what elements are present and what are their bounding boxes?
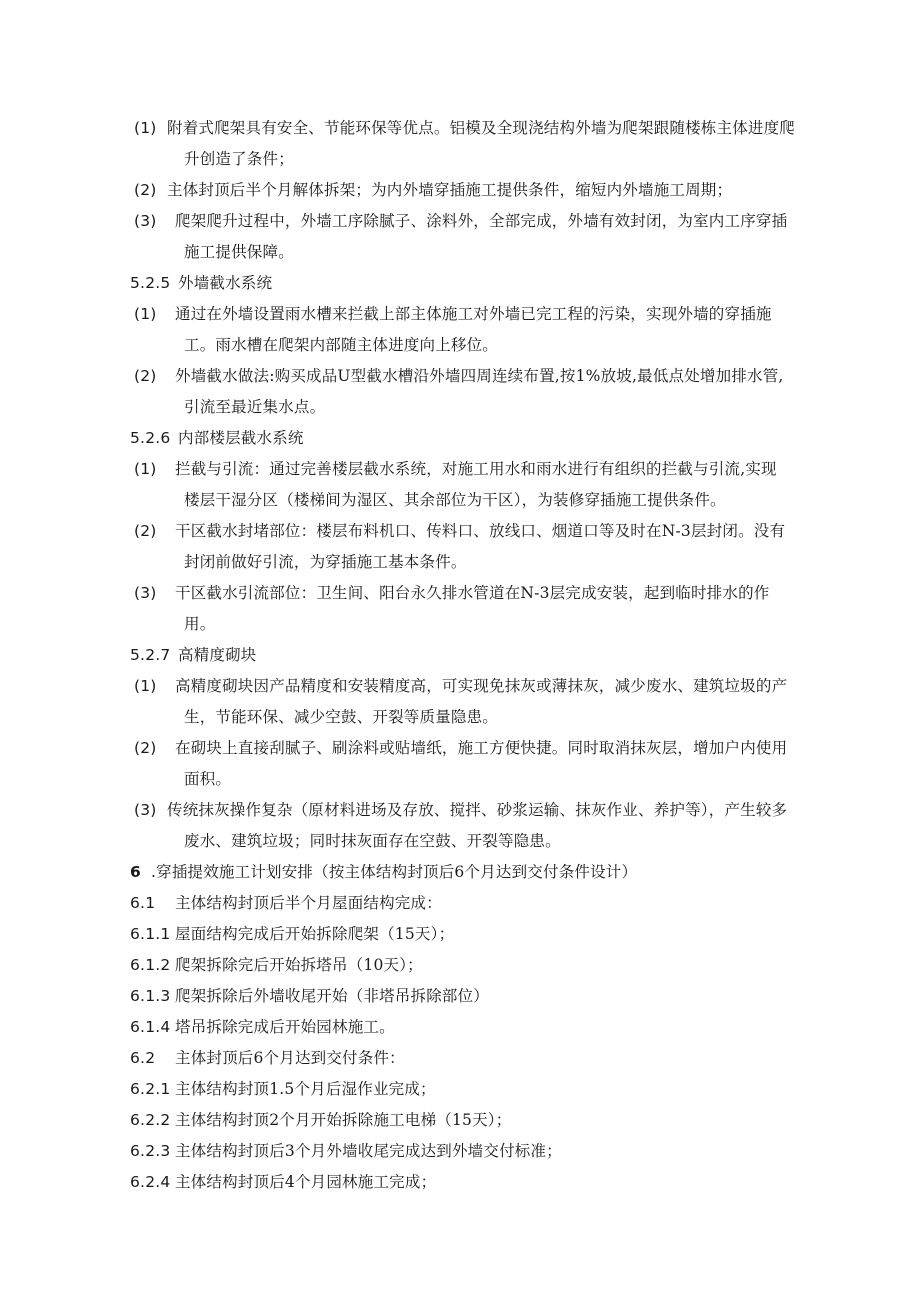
section-number: 6.1.2 xyxy=(130,956,171,974)
section-number: 6.1 xyxy=(130,894,156,912)
chapter-number: 6 xyxy=(130,863,141,881)
chapter-heading: .穿插提效施工计划安排（按主体结构封顶后6个月达到交付条件设计） xyxy=(151,863,638,881)
paragraph-line: 主体封顶后半个月解体拆架；为内外墙穿插施工提供条件，缩短内外墙施工周期； xyxy=(167,181,733,199)
list-number: (3) xyxy=(134,801,157,819)
paragraph-line: 用。 xyxy=(184,615,216,633)
paragraph-line: 通过在外墙设置雨水槽来拦截上部主体施工对外墙已完工程的污染，实现外墙的穿插施 xyxy=(175,305,772,323)
paragraph-line: 拦截与引流：通过完善楼层截水系统，对施工用水和雨水进行有组织的拦截与引流,实现 xyxy=(175,460,777,478)
section-line: 屋面结构完成后开始拆除爬架（15天）； xyxy=(175,925,455,943)
paragraph-line: 封闭前做好引流，为穿插施工基本条件。 xyxy=(184,553,467,571)
paragraph-line: 外墙截水做法:购买成品U型截水槽沿外墙四周连续布置,按1%放坡,最低点处增加排水管, xyxy=(175,367,784,385)
paragraph-line: 升创造了条件； xyxy=(184,150,294,168)
list-number: (2) xyxy=(134,739,157,757)
paragraph-line: 施工提供保障。 xyxy=(184,243,294,261)
section-line: 主体结构封顶后半个月屋面结构完成： xyxy=(175,894,442,912)
section-line: 主体结构封顶2个月开始拆除施工电梯（15天）； xyxy=(175,1111,512,1129)
section-number: 5.2.5 xyxy=(130,274,171,292)
paragraph-line: 废水、建筑垃圾；同时抹灰面存在空鼓、开裂等隐患。 xyxy=(184,832,561,850)
section-line: 主体封顶后6个月达到交付条件： xyxy=(175,1049,405,1067)
section-number: 5.2.6 xyxy=(130,429,171,447)
paragraph-line: 生，节能环保、减少空鼓、开裂等质量隐患。 xyxy=(184,708,499,726)
paragraph-line: 面积。 xyxy=(184,770,232,788)
paragraph-line: 干区截水封堵部位：楼层布料机口、传料口、放线口、烟道口等及时在N-3层封闭。没有 xyxy=(175,522,786,540)
section-line: 主体结构封顶1.5个月后湿作业完成； xyxy=(175,1080,436,1098)
section-number: 6.1.1 xyxy=(130,925,171,943)
section-number: 6.2.1 xyxy=(130,1080,171,1098)
section-line: 主体结构封顶后4个月园林施工完成； xyxy=(175,1173,437,1191)
section-heading: 内部楼层截水系统 xyxy=(178,429,304,447)
paragraph-line: 引流至最近集水点。 xyxy=(184,398,326,416)
section-line: 爬架拆除完后开始拆塔吊（10天）； xyxy=(175,956,423,974)
list-number: (2) xyxy=(134,522,157,540)
section-number: 6.2.2 xyxy=(130,1111,171,1129)
list-number: (1) xyxy=(134,677,157,695)
paragraph-line: 工。雨水槽在爬架内部随主体进度向上移位。 xyxy=(184,336,499,354)
paragraph-line: 附着式爬架具有安全、节能环保等优点。铝模及全现浇结构外墙为爬架跟随楼栋主体进度爬 xyxy=(167,119,796,137)
list-number: (2) xyxy=(134,367,157,385)
section-line: 主体结构封顶后3个月外墙收尾完成达到外墙交付标准； xyxy=(175,1142,562,1160)
list-number: (3) xyxy=(134,212,157,230)
paragraph-line: 传统抹灰操作复杂（原材料进场及存放、搅拌、砂浆运输、抹灰作业、养护等），产生较多 xyxy=(167,801,788,819)
list-number: (1) xyxy=(134,460,157,478)
section-line: 塔吊拆除完成后开始园林施工。 xyxy=(175,1018,395,1036)
paragraph-line: 干区截水引流部位：卫生间、阳台永久排水管道在N-3层完成安装，起到临时排水的作 xyxy=(175,584,770,602)
list-number: (3) xyxy=(134,584,157,602)
section-heading: 外墙截水系统 xyxy=(178,274,273,292)
section-number: 5.2.7 xyxy=(130,646,171,664)
paragraph-line: 在砌块上直接刮腻子、刷涂料或贴墙纸，施工方便快捷。同时取消抹灰层，增加户内使用 xyxy=(175,739,788,757)
section-number: 6.1.3 xyxy=(130,987,171,1005)
section-number: 6.1.4 xyxy=(130,1018,171,1036)
section-heading: 高精度砌块 xyxy=(178,646,257,664)
section-number: 6.2.3 xyxy=(130,1142,171,1160)
section-line: 爬架拆除后外墙收尾开始（非塔吊拆除部位） xyxy=(175,987,490,1005)
list-number: (1) xyxy=(134,305,157,323)
paragraph-line: 爬架爬升过程中，外墙工序除腻子、涂料外，全部完成，外墙有效封闭，为室内工序穿插 xyxy=(175,212,788,230)
list-number: (2) xyxy=(134,181,157,199)
section-number: 6.2.4 xyxy=(130,1173,171,1191)
section-number: 6.2 xyxy=(130,1049,156,1067)
paragraph-line: 高精度砌块因产品精度和安装精度高，可实现免抹灰或薄抹灰，减少废水、建筑垃圾的产 xyxy=(175,677,788,695)
paragraph-line: 楼层干湿分区（楼梯间为湿区、其余部位为干区），为装修穿插施工提供条件。 xyxy=(184,491,726,509)
list-number: (1) xyxy=(134,119,157,137)
